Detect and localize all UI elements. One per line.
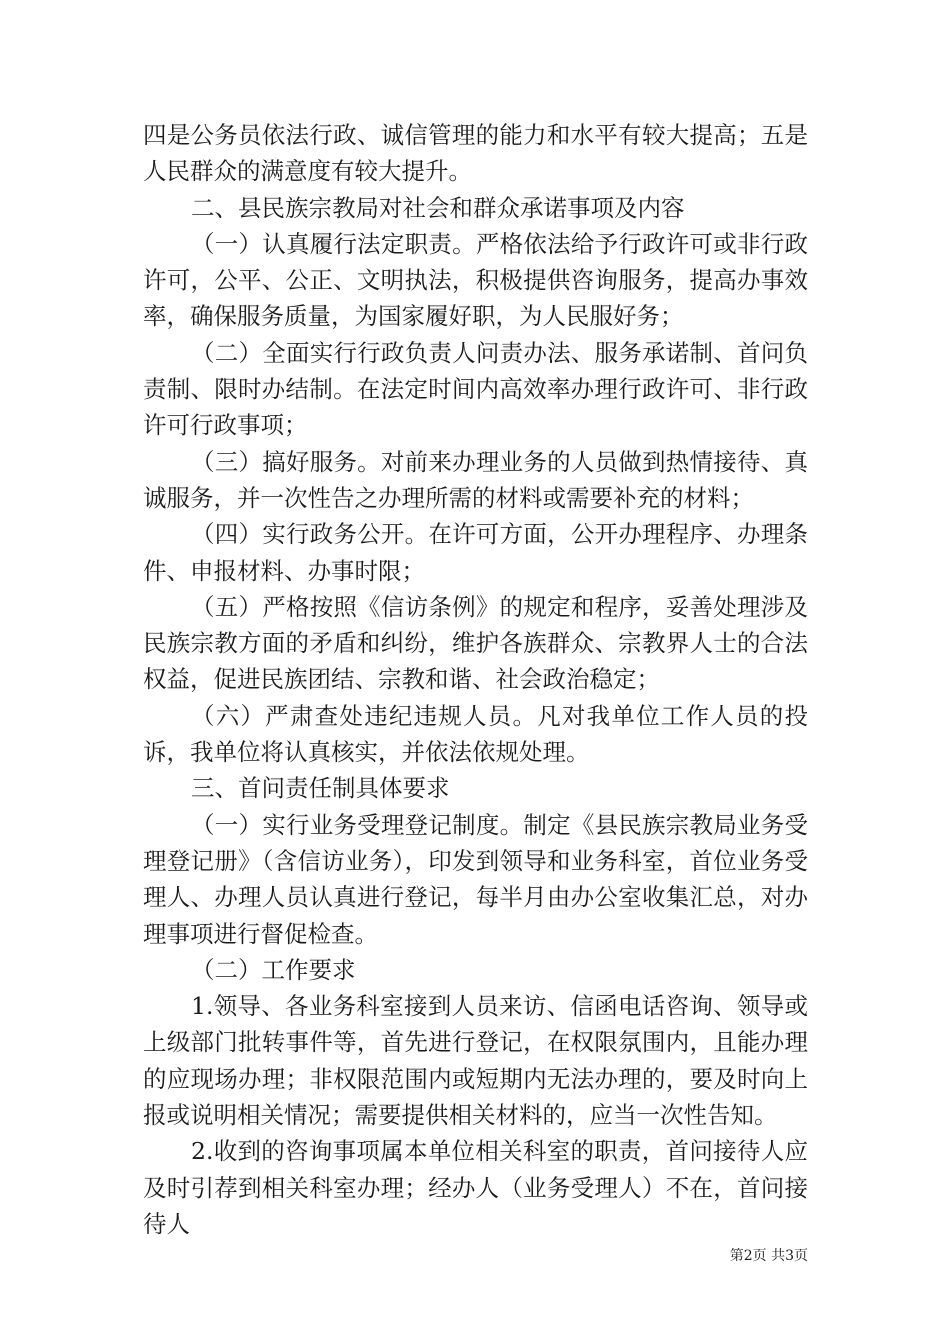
paragraph: （二）全面实行行政负责人问责办法、服务承诺制、首问负责制、限时办结制。在法定时间内高效率办理行政许可、非行政许可行政事项； (143, 338, 808, 440)
page-number-footer: 第2页 共3页 (729, 1248, 808, 1264)
section-heading: 二、县民族宗教局对社会和群众承诺事项及内容 (191, 193, 685, 222)
section-heading: 三、首问责任制具体要求 (191, 774, 450, 803)
paragraph: 1.领导、各业务科室接到人员来访、信函电话咨询、领导或上级部门批转事件等，首先进行登记，在权限氛围内，且能办理的应现场办理；非权限范围内或短期内无法办理的，要及时向上报或说明相关情况；需要提供相关材料的，应当一次性告知。 (143, 992, 808, 1130)
paragraph: （四）实行政务公开。在许可方面，公开办理程序、办理条件、申报材料、办事时限； (143, 520, 808, 585)
paragraph: 2.收到的咨询事项属本单位相关科室的职责，首问接待人应及时引荐到相关科室办理；经办人（业务受理人）不在，首问接待人 (143, 1137, 808, 1238)
paragraph: （六）严肃查处违纪违规人员。凡对我单位工作人员的投诉，我单位将认真核实，并依法依规处理。 (143, 701, 808, 767)
paragraph: （三）搞好服务。对前来办理业务的人员做到热情接待、真诚服务，并一次性告之办理所需的材料或需要补充的材料； (143, 447, 808, 512)
paragraph: （五）严格按照《信访条例》的规定和程序，妥善处理涉及民族宗教方面的矛盾和纠纷，维护各族群众、宗教界人士的合法权益，促进民族团结、宗教和谐、社会政治稳定； (143, 592, 808, 694)
paragraph: （一）认真履行法定职责。严格依法给予行政许可或非行政许可，公平、公正、文明执法，积极提供咨询服务，提高办事效率，确保服务质量，为国家履好职，为人民服好务； (143, 229, 808, 331)
paragraph: （一）实行业务受理登记制度。制定《县民族宗教局业务受理登记册》（含信访业务），印发到领导和业务科室，首位业务受理人、办理人员认真进行登记，每半月由办公室收集汇总，对办理事项进行督促检查。 (143, 810, 808, 948)
document-body (143, 117, 808, 1242)
subsection-heading: （二）工作要求 (191, 955, 356, 984)
paragraph: 四是公务员依法行政、诚信管理的能力和水平有较大提高；五是人民群众的满意度有较大提升。 (143, 121, 808, 186)
